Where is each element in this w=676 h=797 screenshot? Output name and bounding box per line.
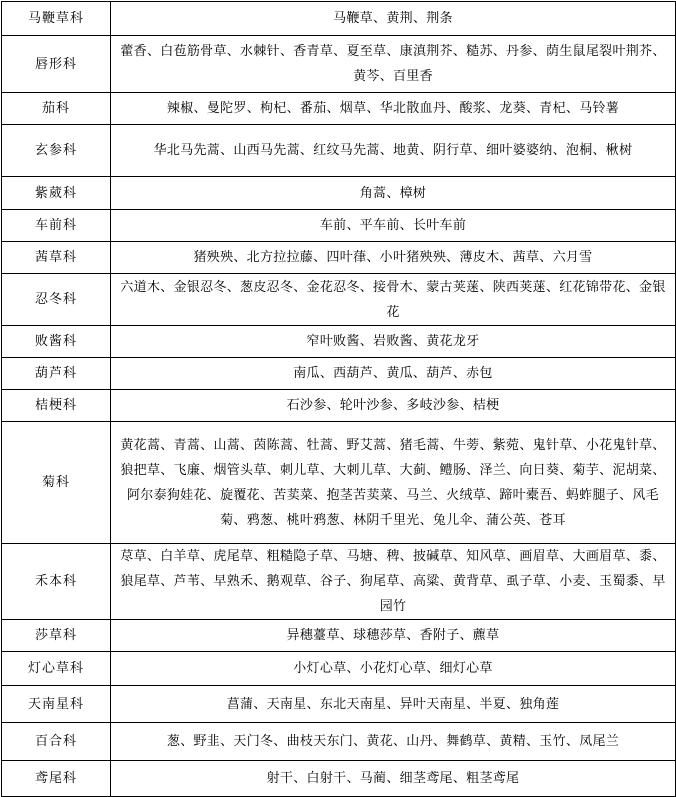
table-row	[2, 358, 676, 390]
table-row	[2, 274, 676, 326]
species-cell: 石沙参、轮叶沙参、多岐沙参、桔梗	[111, 390, 676, 422]
plant-family-table	[1, 1, 676, 797]
table-row	[2, 36, 676, 93]
table-row	[2, 761, 676, 797]
table-row	[2, 686, 676, 723]
table-row	[2, 544, 676, 620]
family-cell: 葫芦科	[2, 358, 111, 390]
species-cell: 南瓜、西葫芦、黄瓜、葫芦、赤包	[111, 358, 676, 390]
table-row	[2, 210, 676, 242]
table-row	[2, 125, 676, 177]
family-cell: 紫葳科	[2, 177, 111, 210]
family-cell: 茜草科	[2, 242, 111, 274]
table-row	[2, 177, 676, 210]
family-cell: 马鞭草科	[2, 2, 111, 36]
family-cell: 灯心草科	[2, 652, 111, 686]
table-row	[2, 620, 676, 652]
species-cell: 辣椒、曼陀罗、枸杞、番茄、烟草、华北散血丹、酸浆、龙葵、青杞、马铃薯	[111, 93, 676, 125]
species-cell: 射干、白射干、马蔺、细茎鸢尾、粗茎鸢尾	[111, 761, 676, 797]
family-cell: 忍冬科	[2, 274, 111, 326]
species-cell: 华北马先蒿、山西马先蒿、红纹马先蒿、地黄、阴行草、细叶婆婆纳、泡桐、楸树	[111, 125, 676, 177]
family-cell: 禾本科	[2, 544, 111, 620]
species-cell: 小灯心草、小花灯心草、细灯心草	[111, 652, 676, 686]
table-row	[2, 2, 676, 36]
family-cell: 玄参科	[2, 125, 111, 177]
species-cell: 异穗薹草、球穗莎草、香附子、藨草	[111, 620, 676, 652]
species-cell: 黄花蒿、青蒿、山蒿、茵陈蒿、牡蒿、野艾蒿、猪毛蒿、牛蒡、紫菀、鬼针草、小花鬼针草、狼把草、飞廉、烟管头草、刺儿草、大刺儿草、大蓟、鳢肠、泽兰、向日葵、菊芋、泥胡菜、阿尔泰狗娃花、旋覆花、苦荬菜、抱茎苦荬菜、马兰、火绒草、蹄叶橐吾、蚂蚱腿子、风毛菊、鸦葱、桃叶鸦葱、林阴千里光、兔儿伞、蒲公英、苍耳	[111, 422, 676, 544]
table-row	[2, 93, 676, 125]
family-cell: 百合科	[2, 723, 111, 761]
family-cell: 桔梗科	[2, 390, 111, 422]
species-cell: 藿香、白苞筋骨草、水棘针、香青草、夏至草、康滇荆芥、糙苏、丹参、荫生鼠尾裂叶荆芥、黄芩、百里香	[111, 36, 676, 93]
family-cell: 鸢尾科	[2, 761, 111, 797]
family-cell: 菊科	[2, 422, 111, 544]
species-cell: 六道木、金银忍冬、葱皮忍冬、金花忍冬、接骨木、蒙古荚蒾、陕西荚蒾、红花锦带花、金银花	[111, 274, 676, 326]
species-cell: 窄叶败酱、岩败酱、黄花龙牙	[111, 326, 676, 358]
species-cell: 菖蒲、天南星、东北天南星、异叶天南星、半夏、独角莲	[111, 686, 676, 723]
species-cell: 角蒿、樟树	[111, 177, 676, 210]
species-cell: 猪殃殃、北方拉拉藤、四叶葎、小叶猪殃殃、薄皮木、茜草、六月雪	[111, 242, 676, 274]
family-cell: 唇形科	[2, 36, 111, 93]
species-cell: 葱、野韭、天门冬、曲枝天东门、黄花、山丹、舞鹤草、黄精、玉竹、凤尾兰	[111, 723, 676, 761]
family-cell: 莎草科	[2, 620, 111, 652]
family-cell: 天南星科	[2, 686, 111, 723]
table-row	[2, 242, 676, 274]
species-cell: 马鞭草、黄荆、荆条	[111, 2, 676, 36]
table-row	[2, 422, 676, 544]
table-row	[2, 390, 676, 422]
family-cell: 茄科	[2, 93, 111, 125]
table-row	[2, 326, 676, 358]
family-cell: 车前科	[2, 210, 111, 242]
family-cell: 败酱科	[2, 326, 111, 358]
species-cell: 荩草、白羊草、虎尾草、粗糙隐子草、马塘、稗、披碱草、知风草、画眉草、大画眉草、黍、狼尾草、芦苇、早熟禾、鹅观草、谷子、狗尾草、高粱、黄背草、虱子草、小麦、玉蜀黍、早园竹	[111, 544, 676, 620]
species-cell: 车前、平车前、长叶车前	[111, 210, 676, 242]
table-row	[2, 652, 676, 686]
table-row	[2, 723, 676, 761]
